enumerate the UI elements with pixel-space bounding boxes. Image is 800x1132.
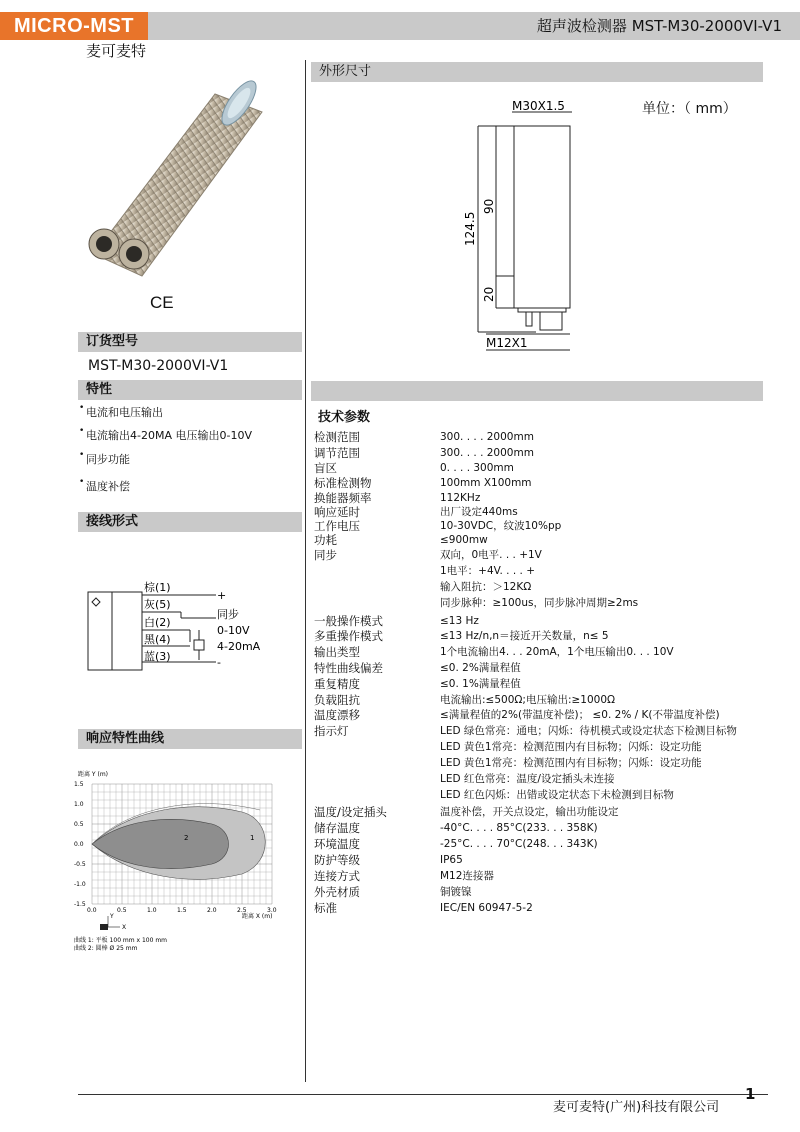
spec-value: 铜镀镍 — [440, 886, 472, 898]
spec-label: 特性曲线偏差 — [314, 661, 383, 675]
curve-y-tick: 0.0 — [74, 841, 84, 848]
spec-value: 电流输出:≤500Ω;电压输出:≥1000Ω — [440, 694, 616, 706]
spec-label: 调节范围 — [314, 446, 360, 460]
company-short-name: 麦可麦特 — [86, 42, 147, 60]
wire-plus: + — [217, 589, 227, 602]
spec-label: 防护等级 — [314, 853, 360, 867]
spec-value: ≤900mw — [440, 534, 488, 546]
spec-value: 1个电流输出4. . . 20mA，1个电压输出0. . . 10V — [440, 646, 674, 658]
wire-label: 灰(5) — [144, 598, 171, 611]
spec-label: 重复精度 — [314, 677, 360, 691]
dimension-drawing — [452, 96, 592, 358]
spec-label: 连接方式 — [314, 869, 360, 883]
spec-label: 指示灯 — [314, 724, 349, 738]
spec-value: LED 黄色1常亮：检测范围内有目标物；闪烁：设定功能 — [440, 741, 702, 753]
curve-label-1: 1 — [250, 834, 255, 842]
spec-label: 温度漂移 — [314, 708, 360, 722]
spec-label: 温度/设定插头 — [314, 805, 387, 819]
current-label: 4-20mA — [217, 640, 261, 653]
ce-mark: CE — [150, 293, 174, 312]
page-number: 1 — [745, 1085, 756, 1103]
spec-value: 112KHz — [440, 492, 481, 504]
spec-value: LED 红色闪烁：出错或设定状态下未检测到目标物 — [440, 789, 674, 801]
wire-label: 黑(4) — [144, 633, 171, 646]
spec-label: 同步 — [314, 548, 337, 562]
dims-section-header: 外形尺寸 — [311, 62, 763, 82]
curve-y-tick: -1.0 — [74, 881, 86, 888]
spec-label: 一般操作模式 — [314, 614, 383, 628]
spec-label: 外壳材质 — [314, 885, 360, 899]
spec-label: 多重操作模式 — [314, 629, 383, 643]
body-length-label: 90 — [482, 198, 496, 214]
spec-value: 同步脉种：≥100us，同步脉冲周期≥2ms — [440, 597, 639, 609]
curve-legend-1: 曲线 1: 平板 100 mm x 100 mm — [74, 937, 168, 944]
unit-label: 单位：（ mm） — [642, 101, 737, 117]
curve-legend-2: 曲线 2: 圆棒 Ø 25 mm — [74, 945, 138, 952]
sync-label: 同步 — [217, 608, 239, 621]
doc-title: 超声波检测器 MST-M30-2000VI-V1 — [536, 17, 782, 35]
curve-label-2: 2 — [184, 834, 189, 842]
curve-y-tick: -0.5 — [74, 861, 86, 868]
base-length-label: 20 — [482, 286, 496, 302]
order-model: MST-M30-2000VI-V1 — [88, 358, 229, 374]
wire-label: 棕(1) — [144, 581, 171, 594]
spec-value: LED 绿色常亮：通电；闪烁：待机模式或设定状态下检测目标物 — [440, 725, 737, 737]
spec-label: 输出类型 — [314, 645, 360, 659]
spec-value: IEC/EN 60947-5-2 — [440, 902, 533, 914]
spec-value: ≤满量程值的2%(带温度补偿)； ≤0. 2% / K(不带温度补偿) — [440, 709, 720, 721]
spec-value: 温度补偿，开关点设定，输出功能设定 — [440, 806, 619, 818]
feature-item: • 电流输出4-20MA 电压输出0-10V — [86, 427, 252, 443]
spec-label: 换能器频率 — [314, 491, 372, 505]
spec-value: ≤0. 2%满量程值 — [440, 662, 521, 674]
product-photo — [50, 76, 290, 288]
spec-value: ≤0. 1%满量程值 — [440, 678, 521, 690]
spec-value: 0. . . . 300mm — [440, 462, 514, 474]
footer-company: 麦可麦特(广州)科技有限公司 — [553, 1100, 720, 1115]
spec-label: 响应延时 — [314, 505, 360, 519]
spec-value: LED 黄色1常亮：检测范围内有目标物；闪烁：设定功能 — [440, 757, 702, 769]
total-length-label: 124.5 — [463, 211, 477, 246]
curve-x-tick: 1.5 — [177, 907, 187, 914]
spec-value: ≤13 Hz — [440, 615, 479, 627]
footer-rule — [78, 1094, 768, 1095]
order-section-header: 订货型号 — [78, 332, 302, 352]
curve-y-tick: 0.5 — [74, 821, 84, 828]
spec-label: 标准检测物 — [314, 476, 372, 490]
spec-value: M12连接器 — [440, 870, 494, 882]
thread-bottom-label: M12X1 — [486, 336, 528, 350]
curve-x-tick: 2.0 — [207, 907, 217, 914]
wire-label: 蓝(3) — [144, 650, 171, 663]
wire-minus: - — [217, 656, 221, 669]
brand-logo: MICRO-MST — [0, 12, 148, 40]
voltage-label: 0-10V — [217, 624, 250, 637]
spec-value: ≤13 Hz/n,n＝接近开关数量，n≤ 5 — [440, 630, 609, 642]
response-curve — [72, 768, 304, 958]
spec-label: 工作电压 — [314, 519, 360, 533]
curve-x-tick: 2.5 — [237, 907, 247, 914]
spec-label: 检测范围 — [314, 430, 360, 444]
spec-value: -40°C. . . . 85°C(233. . . 358K) — [440, 822, 598, 834]
curve-x-tick: 0.5 — [117, 907, 127, 914]
spec-value: 300. . . . 2000mm — [440, 431, 534, 443]
curve-x-title: 距离 X (m) — [242, 913, 273, 920]
axis-y-letter: Y — [110, 913, 114, 920]
spec-value: IP65 — [440, 854, 463, 866]
spec-value: 输入阻抗：＞12KΩ — [440, 581, 532, 593]
spec-label: 储存温度 — [314, 821, 360, 835]
thread-top-label: M30X1.5 — [512, 99, 565, 113]
curve-section-header: 响应特性曲线 — [78, 729, 302, 749]
specs-title: 技术参数 — [318, 410, 371, 425]
spec-value: 双向，0电平. . . +1V — [440, 549, 542, 561]
feature-item: • 同步功能 — [86, 451, 130, 467]
spec-label: 环境温度 — [314, 837, 360, 851]
spec-value: 1电平：+4V. . . . + — [440, 565, 535, 577]
spec-value: 10-30VDC，纹波10%pp — [440, 520, 562, 532]
feature-item: • 电流和电压输出 — [86, 404, 163, 420]
wiring-section-header: 接线形式 — [78, 512, 302, 532]
spec-value: LED 红色常亮：温度/设定插头未连接 — [440, 773, 615, 785]
curve-y-title: 距离 Y (m) — [78, 771, 109, 778]
curve-y-tick: 1.5 — [74, 781, 84, 788]
spec-label: 负载阻抗 — [314, 693, 360, 707]
curve-y-tick: -1.5 — [74, 901, 86, 908]
spec-label: 盲区 — [314, 461, 337, 475]
wiring-diagram — [86, 578, 286, 678]
spec-label: 功耗 — [314, 533, 337, 547]
spec-value: 300. . . . 2000mm — [440, 447, 534, 459]
spec-value: 100mm X100mm — [440, 477, 532, 489]
spec-value: 出厂设定440ms — [440, 506, 518, 518]
spec-label: 标准 — [314, 901, 337, 915]
curve-y-tick: 1.0 — [74, 801, 84, 808]
wire-label: 白(2) — [144, 616, 171, 629]
sensor-symbol-icon — [92, 598, 100, 606]
target-icon — [100, 924, 108, 930]
features-section-header: 特性 — [78, 380, 302, 400]
curve-x-tick: 0.0 — [87, 907, 97, 914]
spec-value: -25°C. . . . 70°C(248. . . 343K) — [440, 838, 598, 850]
column-divider — [305, 60, 306, 1082]
curve-x-tick: 1.0 — [147, 907, 157, 914]
specs-section-bar — [311, 381, 763, 401]
feature-item: • 温度补偿 — [86, 478, 130, 494]
axis-x-letter: X — [122, 924, 127, 931]
curve-x-tick: 3.0 — [267, 907, 277, 914]
